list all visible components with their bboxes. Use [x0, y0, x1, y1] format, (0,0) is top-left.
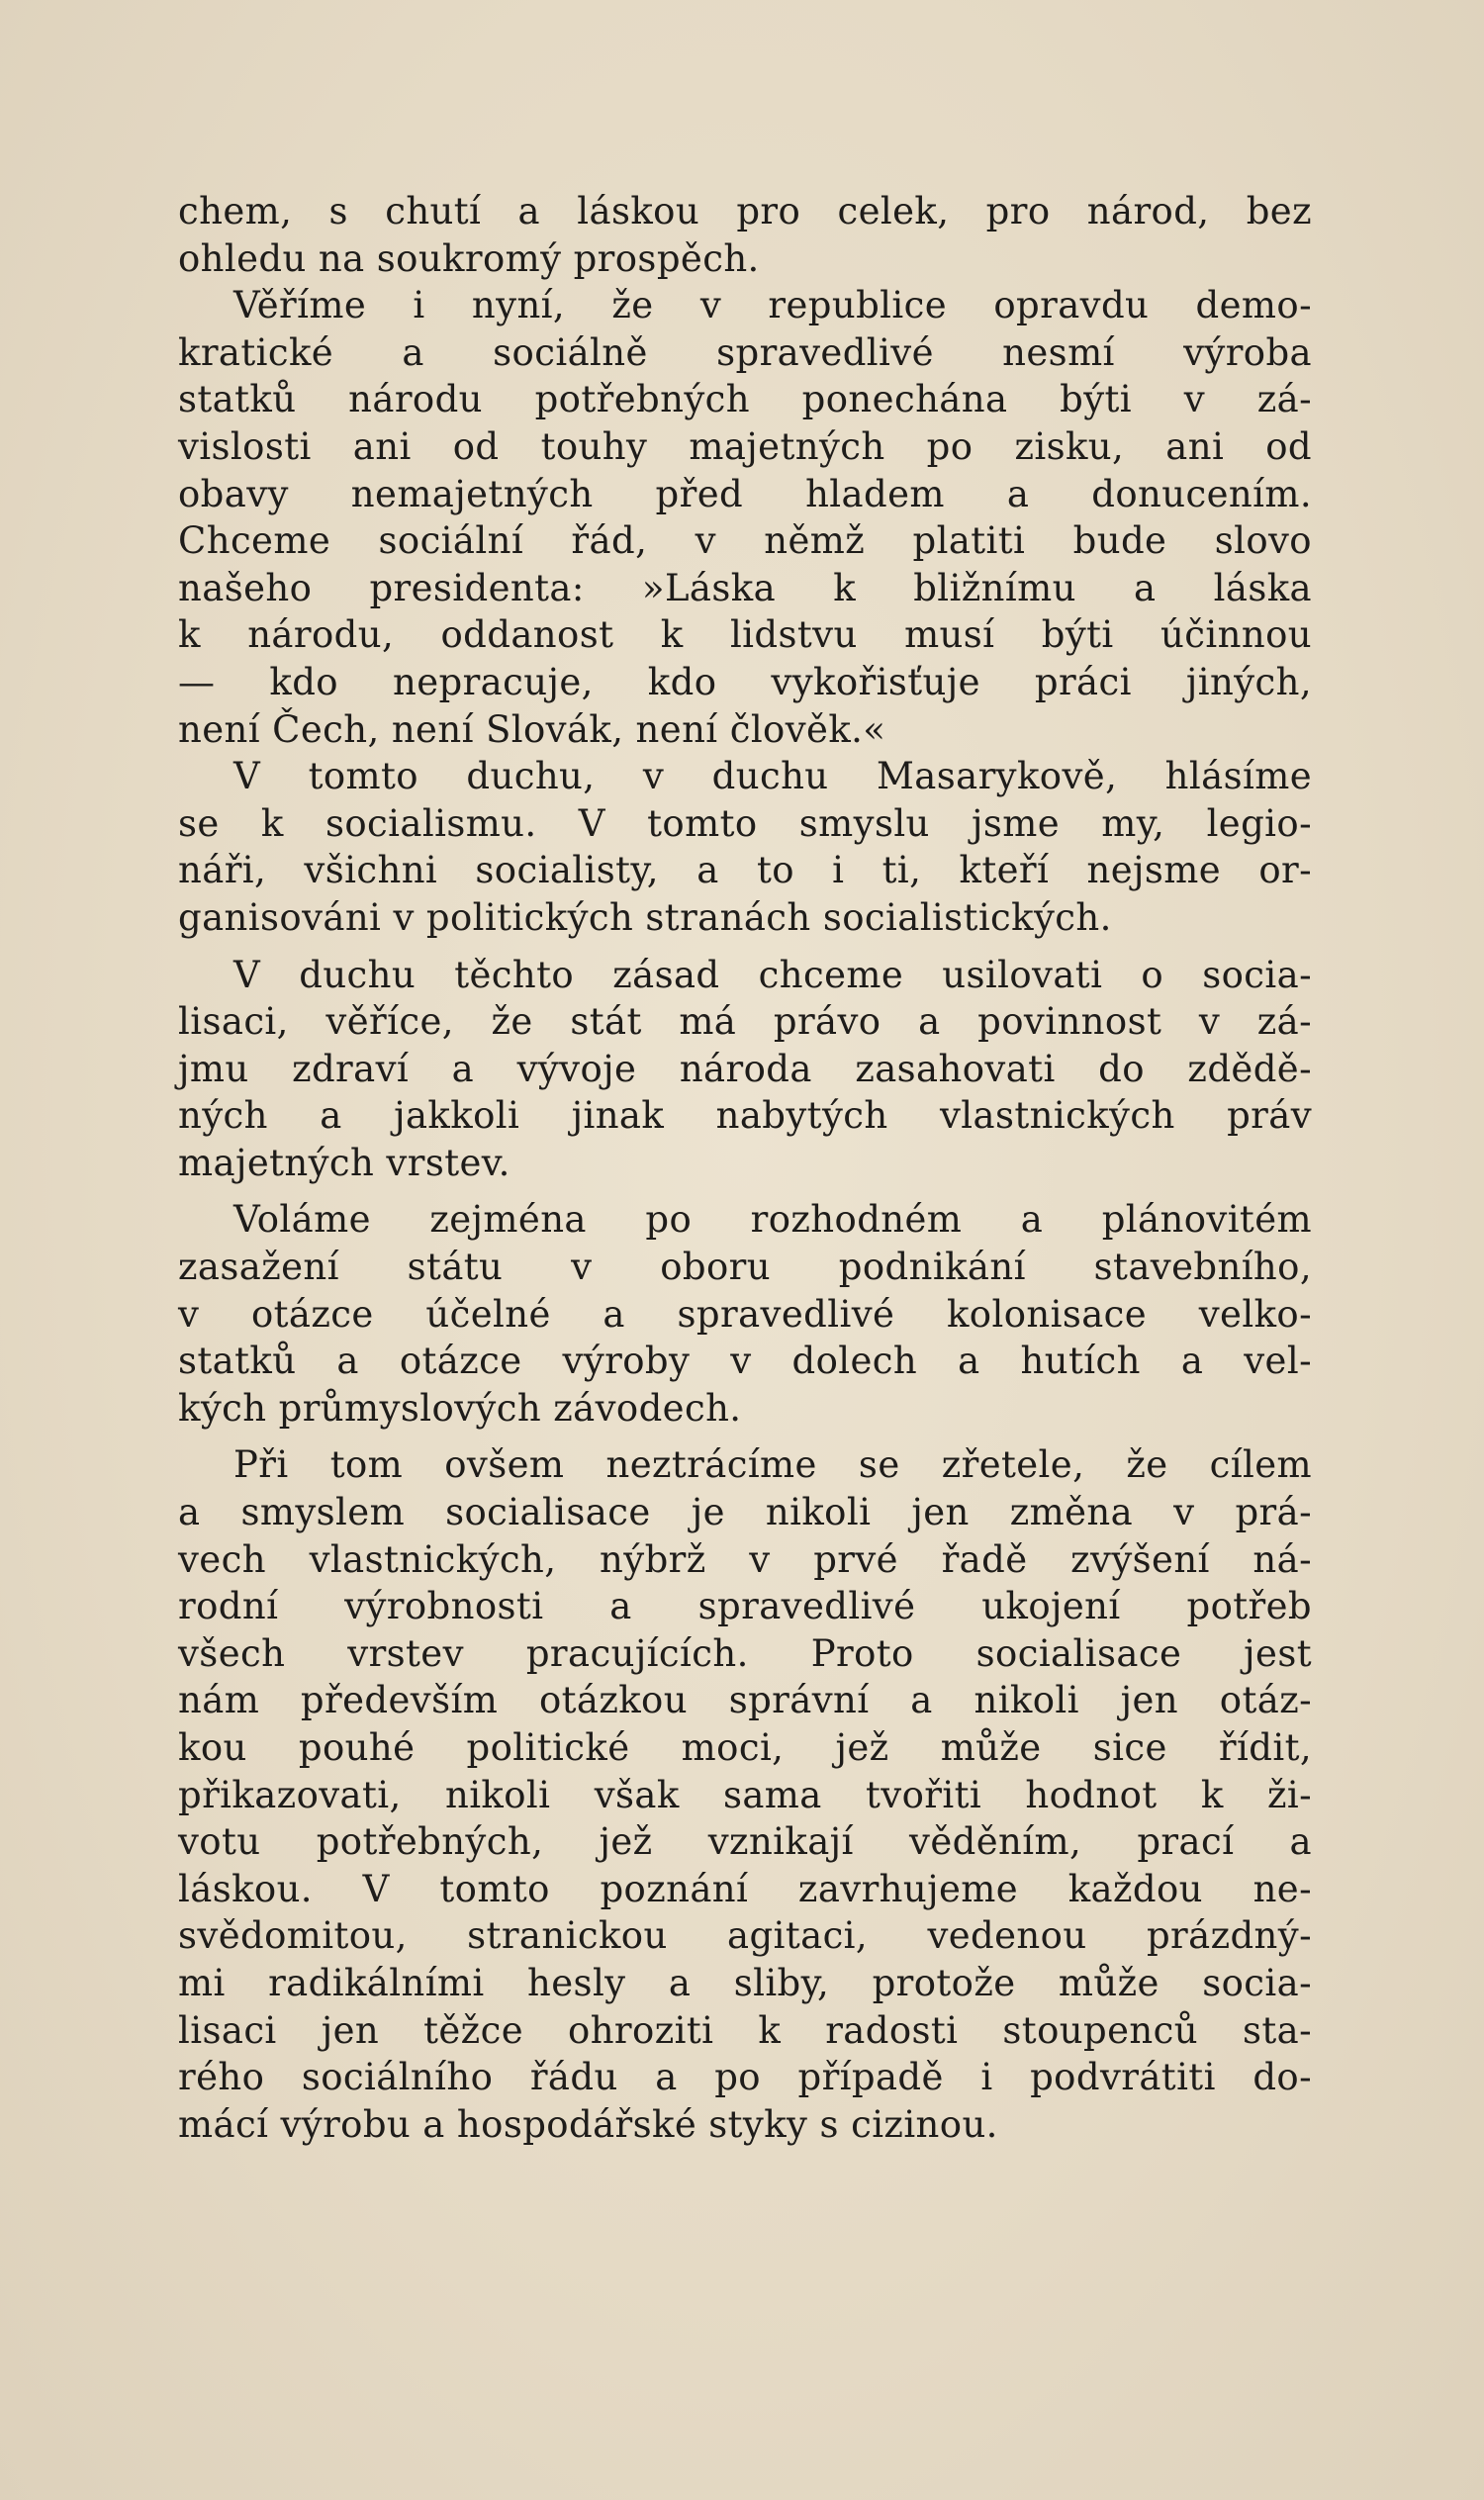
text-line: ganisováni v politických stranách socialistických. — [178, 895, 1112, 939]
text-line: statků a otázce výroby v dolech a hutích a vel- — [178, 1340, 1312, 1383]
paragraph-gap — [178, 1186, 1312, 1196]
text-line: všech vrstev pracujících. Proto socialisace jest — [178, 1631, 1312, 1675]
text-line: votu potřebných, jež vznikají věděním, prací a — [178, 1820, 1312, 1864]
text-line: a smyslem socialisace je nikoli jen změna v prá- — [178, 1491, 1312, 1534]
text-line: svědomitou, stranickou agitaci, vedenou prázdný- — [178, 1914, 1312, 1958]
paragraph — [178, 952, 1312, 1187]
text-line: Chceme sociální řád, v němž platiti bude slovo — [178, 519, 1312, 563]
text-line: zasažení státu v oboru podnikání stavebního, — [178, 1246, 1312, 1289]
text-line: náři, všichni socialisty, a to i ti, kteří nejsme or- — [178, 849, 1312, 892]
text-line: mácí výrobu a hospodářské styky s cizinou. — [178, 2102, 998, 2146]
text-line: ohledu na soukromý prospěch. — [178, 236, 760, 280]
paragraph-gap — [178, 1432, 1312, 1441]
text-line: našeho presidenta: »Láska k bližnímu a láska — [178, 566, 1312, 609]
text-line: kratické a sociálně spravedlivé nesmí výroba — [178, 330, 1312, 374]
paragraph — [178, 282, 1312, 753]
paragraph — [178, 753, 1312, 941]
text-line: Voláme zejména po rozhodném a plánovitém — [233, 1198, 1312, 1242]
text-line: majetných vrstev. — [178, 1141, 510, 1184]
text-line: chem, s chutí a láskou pro celek, pro národ, bez — [178, 190, 1312, 232]
text-line: V duchu těchto zásad chceme usilovati o socia- — [233, 953, 1312, 996]
text-line: rodní výrobnosti a spravedlivé ukojení potřeb — [178, 1585, 1312, 1628]
text-line: lisaci jen těžce ohroziti k radosti stoupenců sta- — [178, 2008, 1312, 2052]
text-line: kých průmyslových závodech. — [178, 1386, 742, 1430]
text-line: obavy nemajetných před hladem a donucením. — [178, 472, 1312, 515]
text-line: láskou. V tomto poznání zavrhujeme každou ne- — [178, 1867, 1312, 1910]
paragraph — [178, 1441, 1312, 2148]
text-line: ných a jakkoli jinak nabytých vlastnických práv — [178, 1094, 1312, 1138]
text-line: vech vlastnických, nýbrž v prvé řadě zvýšení ná- — [178, 1537, 1312, 1581]
text-line: Při tom ovšem neztrácíme se zřetele, že cílem — [233, 1443, 1312, 1487]
paragraph — [178, 188, 1312, 282]
text-line: není Čech, není Slovák, není člověk.« — [178, 707, 886, 751]
text-line: V tomto duchu, v duchu Masarykově, hlásíme — [233, 755, 1312, 798]
paragraph-gap — [178, 942, 1312, 952]
text-line: nám především otázkou správní a nikoli jen otáz- — [178, 1679, 1312, 1722]
text-line: lisaci, věříce, že stát má právo a povinnost v zá- — [178, 1000, 1312, 1044]
text-line: jmu zdraví a vývoje národa zasahovati do zdědě- — [178, 1047, 1312, 1090]
text-line: v otázce účelné a spravedlivé kolonisace velko- — [178, 1292, 1312, 1336]
text-line: mi radikálními hesly a sliby, protože může socia- — [178, 1961, 1312, 2004]
text-line: se k socialismu. V tomto smyslu jsme my, legio- — [178, 801, 1312, 845]
text-line: přikazovati, nikoli však sama tvořiti hodnot k ži- — [178, 1773, 1312, 1816]
body-text — [178, 188, 1312, 2148]
text-line: statků národu potřebných ponechána býti v zá- — [178, 378, 1312, 421]
text-line: vislosti ani od touhy majetných po zisku, ani od — [178, 424, 1312, 468]
text-line: rého sociálního řádu a po případě i podvrátiti do- — [178, 2056, 1312, 2099]
text-line: kou pouhé politické moci, jež může sice řídit, — [178, 1726, 1312, 1769]
text-line: Věříme i nyní, že v republice opravdu demo- — [233, 284, 1312, 327]
text-line: — kdo nepracuje, kdo vykořisťuje práci jiných, — [178, 660, 1312, 703]
text-line: k národu, oddanost k lidstvu musí býti účinnou — [178, 613, 1312, 657]
paragraph — [178, 1196, 1312, 1432]
